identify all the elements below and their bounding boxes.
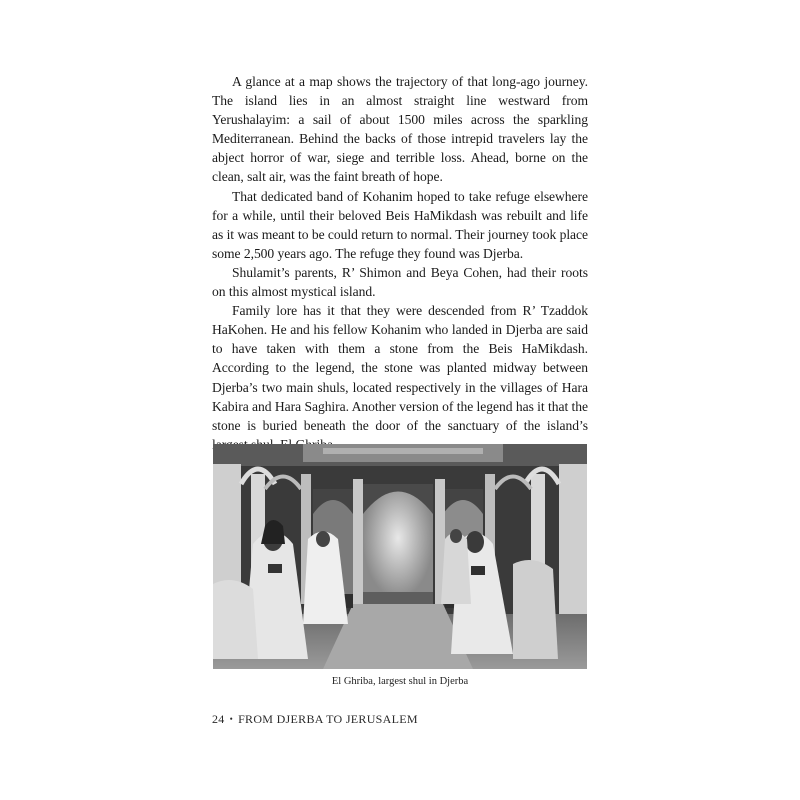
figure-caption: El Ghriba, largest shul in Djerba (331, 676, 469, 687)
page-footer (212, 712, 418, 727)
paragraph: Shulamit’s parents, R’ Shimon and Beya Cohen, had their roots on this almost mystical island. (212, 264, 588, 300)
paragraph: That dedicated band of Kohanim hoped to take refuge elsewhere for a while, until their beloved Beis HaMikdash was rebuilt and life as it was meant to be could return to normal. Their journey took place some 2,500 years ago. The refuge they found was Djerba. (212, 188, 589, 261)
footer-separator: • (229, 714, 234, 724)
synagogue-photo (213, 444, 587, 669)
paragraph: A glance at a map shows the trajectory of that long-ago journey. The island lies in an almost straight line westward from Yerushalayim: a sail of about 1500 miles across the sparkling Mediterranean. Behind the backs of those intrepid travelers lay the abject horror of war, siege and terrible loss. Ahead, borne on the clean, salt air, was the faint breath of hope. (212, 74, 588, 185)
paragraph: Family lore has it that they were descended from R’ Tzaddok HaKohen. He and his fellow Kohanim who landed in Djerba are said to have taken with them a stone from the Beis HaMikdash. According to the legend, the stone was planted midway between Djerba’s two main shuls, located respectively in the villages of Hara Kabira and Hara Saghira. Another version of the legend has it that the stone is buried beneath the door of the sanctuary of the island’s (212, 303, 588, 433)
running-title: FROM DJERBA TO JERUSALEM (238, 712, 418, 726)
body-text (212, 72, 588, 454)
page-number: 24 (212, 712, 225, 726)
